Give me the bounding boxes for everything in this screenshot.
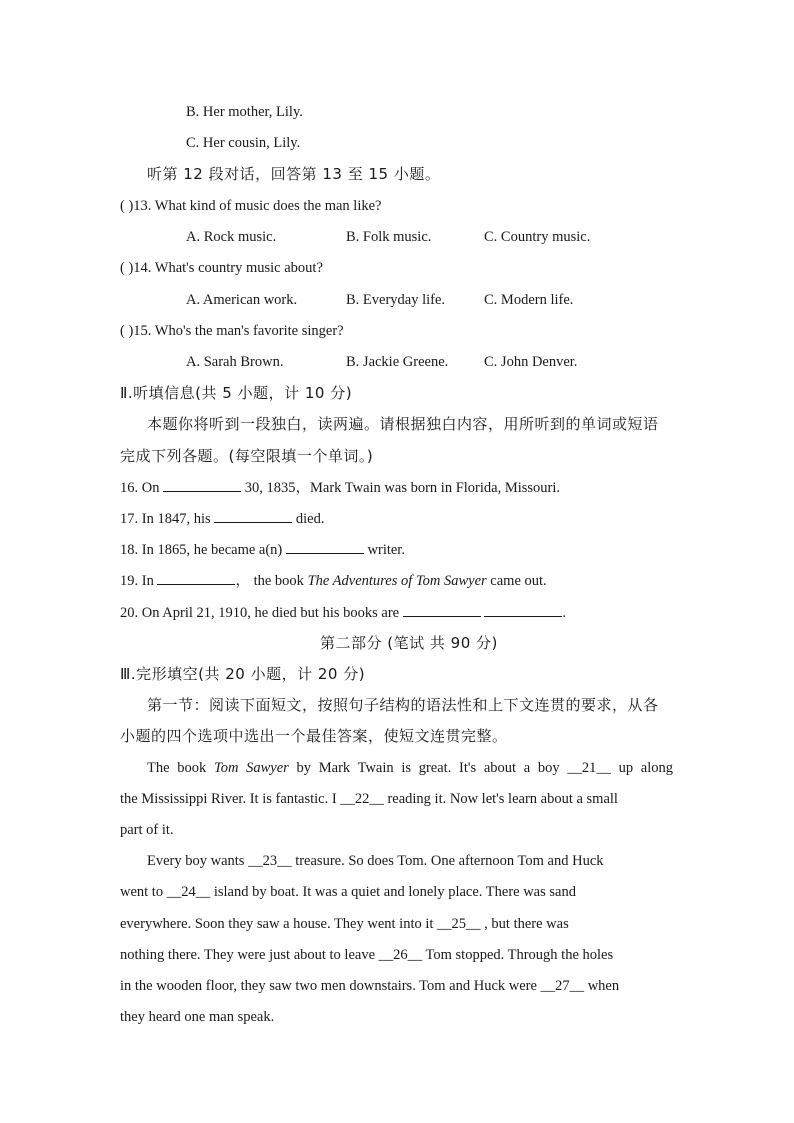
q15-option-c: C. John Denver.: [484, 354, 578, 370]
answer-paren[interactable]: ( ): [120, 323, 134, 339]
passage-p1-line2: the Mississippi River. It is fantastic. I __22__ reading it. Now let's learn about a small: [120, 791, 618, 807]
q15-option-a: A. Sarah Brown.: [186, 354, 284, 370]
blank-27[interactable]: __27__: [540, 978, 585, 994]
passage-p1-line3: part of it.: [120, 822, 174, 838]
blank-22[interactable]: __22__: [340, 791, 384, 807]
passage-p2-line1: Every boy wants __23__ treasure. So does Tom. One afternoon Tom and Huck: [147, 853, 604, 869]
answer-blank[interactable]: [403, 602, 481, 617]
q12-option-c: C. Her cousin, Lily.: [186, 135, 301, 151]
passage-p2-line3: everywhere. Soon they saw a house. They went into it __25__ , but there was: [120, 916, 569, 932]
book-title: Tom Sawyer: [213, 760, 289, 776]
blank-24[interactable]: __24__: [166, 884, 211, 900]
blank-25[interactable]: __25__: [437, 916, 481, 932]
q15-option-b: B. Jackie Greene.: [346, 354, 449, 370]
blank-21[interactable]: __21__: [567, 760, 611, 776]
section-3-intro-line2: 小题的四个选项中选出一个最佳答案，使短文连贯完整。: [120, 727, 508, 745]
section-2-title: Ⅱ.听填信息(共 5 小题，计 10 分): [120, 384, 353, 402]
item-16: 16. On 30, 1835，Mark Twain was born in Florida, Missouri.: [120, 477, 560, 498]
section-2-intro-line1: 本题你将听到一段独白，读两遍。请根据独白内容，用所听到的单词或短语: [147, 415, 659, 433]
question-stem: 14. What's country music about?: [133, 260, 323, 276]
answer-paren[interactable]: ( ): [120, 198, 134, 214]
item-18: 18. In 1865, he became a(n) writer.: [120, 539, 405, 560]
item-19: 19. In ， the book The Adventures of Tom Sawyer came out.: [120, 570, 547, 591]
book-title: The Adventures of Tom Sawyer: [307, 573, 487, 589]
passage-p2-line4: nothing there. They were just about to leave __26__ Tom stopped. Through the holes: [120, 947, 614, 963]
q14-option-a: A. American work.: [186, 292, 298, 308]
item-17: 17. In 1847, his died.: [120, 508, 324, 529]
question-15: [120, 321, 344, 341]
part-2-title: 第二部分 (笔试 共 90 分): [320, 634, 498, 652]
section-2-intro-line2: 完成下列各题。(每空限填一个单词。): [120, 447, 374, 465]
item-20: 20. On April 21, 1910, he died but his books are .: [120, 602, 566, 623]
question-13: [120, 196, 382, 216]
q13-option-c: C. Country music.: [484, 229, 591, 245]
q13-option-b: B. Folk music.: [346, 229, 432, 245]
answer-blank[interactable]: [286, 539, 364, 554]
passage-p2-line6: they heard one man speak.: [120, 1009, 275, 1025]
section-3-intro-line1: 第一节：阅读下面短文，按照句子结构的语法性和上下文连贯的要求，从各: [147, 696, 659, 714]
q14-option-b: B. Everyday life.: [346, 292, 446, 308]
dialogue-12-instruction: 听第 12 段对话，回答第 13 至 15 小题。: [147, 165, 441, 183]
question-stem: 13. What kind of music does the man like?: [133, 198, 382, 214]
q14-option-c: C. Modern life.: [484, 292, 574, 308]
blank-26[interactable]: __26__: [378, 947, 423, 963]
passage-p2-line5: in the wooden floor, they saw two men downstairs. Tom and Huck were __27__ when: [120, 978, 620, 994]
answer-paren[interactable]: ( ): [120, 260, 134, 276]
blank-23[interactable]: __23__: [248, 853, 292, 869]
answer-blank[interactable]: [157, 570, 235, 585]
answer-blank[interactable]: [163, 477, 241, 492]
q12-option-b: B. Her mother, Lily.: [186, 104, 303, 120]
answer-blank[interactable]: [214, 508, 292, 523]
section-3-title: Ⅲ.完形填空(共 20 小题，计 20 分): [120, 665, 366, 683]
passage-p1-line1: The book Tom Sawyer by Mark Twain is great. It's about a boy __21__ up along: [147, 760, 674, 776]
question-14: [120, 258, 323, 278]
passage-p2-line2: went to __24__ island by boat. It was a quiet and lonely place. There was sand: [120, 884, 576, 900]
answer-blank[interactable]: [484, 602, 562, 617]
q13-option-a: A. Rock music.: [186, 229, 277, 245]
question-stem: 15. Who's the man's favorite singer?: [133, 323, 344, 339]
